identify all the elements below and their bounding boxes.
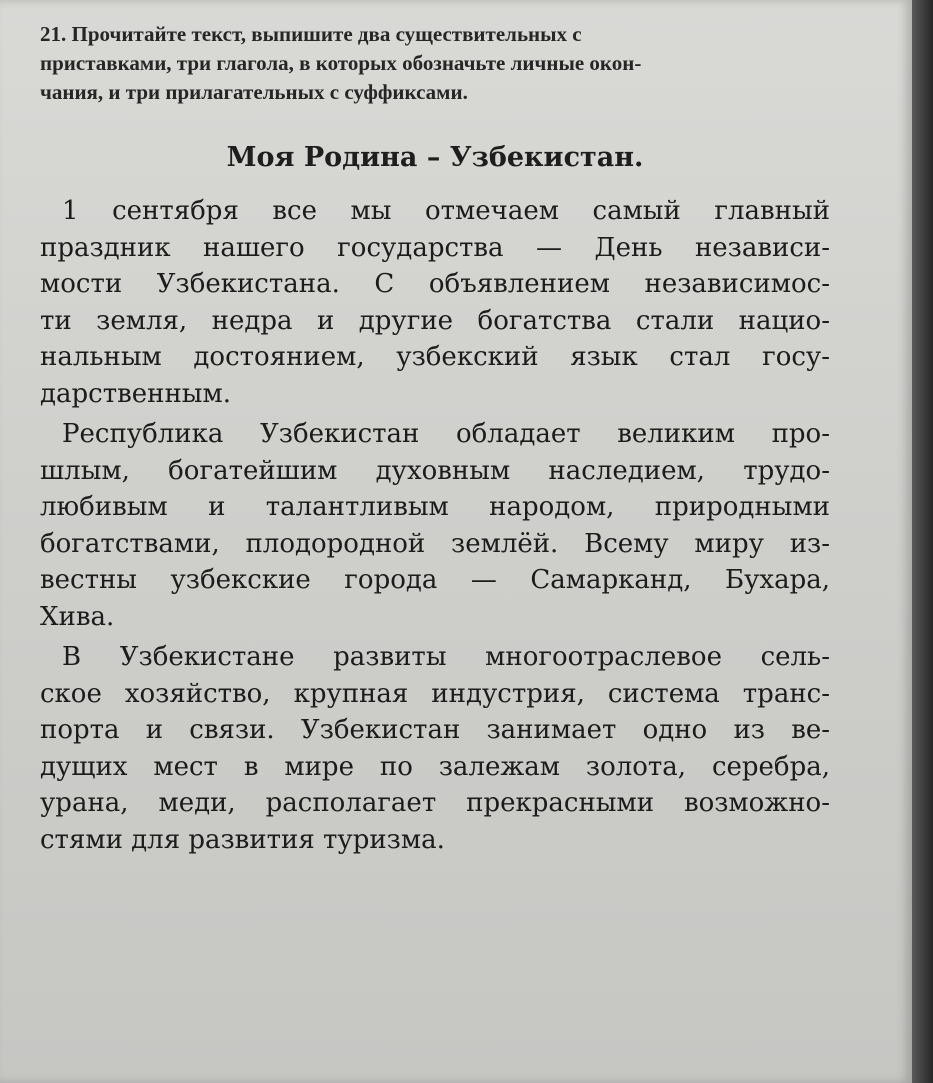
paragraph-line: нальным достоянием, узбекский язык стал госу- — [40, 342, 830, 372]
exercise-task — [40, 20, 830, 107]
paragraph-line: 1 сентября все мы отмечаем самый главный — [62, 196, 830, 226]
paragraph-line: Республика Узбекистан обладает великим про- — [62, 419, 830, 449]
paragraph-line: ское хозяйство, крупная индустрия, система транс- — [40, 678, 830, 709]
paragraph-line: Хива. — [40, 601, 115, 632]
paragraph-line: богатствами, плодородной землёй. Всему миру из- — [40, 528, 830, 559]
paragraph-line: праздник нашего государства — День независи- — [40, 232, 830, 263]
paragraph-line: дущих мест в мире по залежам золота, серебра, — [40, 751, 830, 782]
text-title: Моя Родина – Узбекистан. — [226, 142, 644, 173]
paragraph-2 — [40, 416, 830, 635]
paragraph-line: порта и связи. Узбекистан занимает одно из ве- — [40, 715, 830, 745]
paragraph-3 — [40, 639, 830, 858]
paragraph-line: мости Узбекистана. С объявлением независимос- — [40, 269, 830, 299]
paragraph-1 — [40, 193, 830, 412]
paragraph-line: ти земля, недра и другие богатства стали нацио- — [40, 305, 830, 336]
paragraph-line: любивым и талантливым народом, природными — [40, 492, 830, 522]
paragraph-line: шлым, богатейшим духовным наследием, трудо- — [40, 455, 830, 486]
book-spine-shadow — [912, 0, 933, 1083]
paragraph-line: вестны узбекские города — Самарканд, Бухара, — [40, 565, 830, 595]
paragraph-line: стями для развития туризма. — [40, 824, 445, 855]
paragraph-line: урана, меди, располагает прекрасными возможно- — [40, 788, 830, 818]
exercise-task-line-2: приставками, три глагола, в которых обозначьте личные окон- — [40, 51, 642, 75]
paragraph-line: В Узбекистане развиты многоотраслевое сель- — [62, 642, 830, 672]
page-content — [40, 20, 830, 862]
exercise-task-line-3: чания, и три прилагательных с суффиксами. — [40, 80, 468, 104]
exercise-task-line-1: Прочитайте текст, выпишите два существительных с — [71, 22, 582, 46]
exercise-number: 21. — [40, 22, 67, 46]
paragraph-line: дарственным. — [40, 378, 231, 409]
